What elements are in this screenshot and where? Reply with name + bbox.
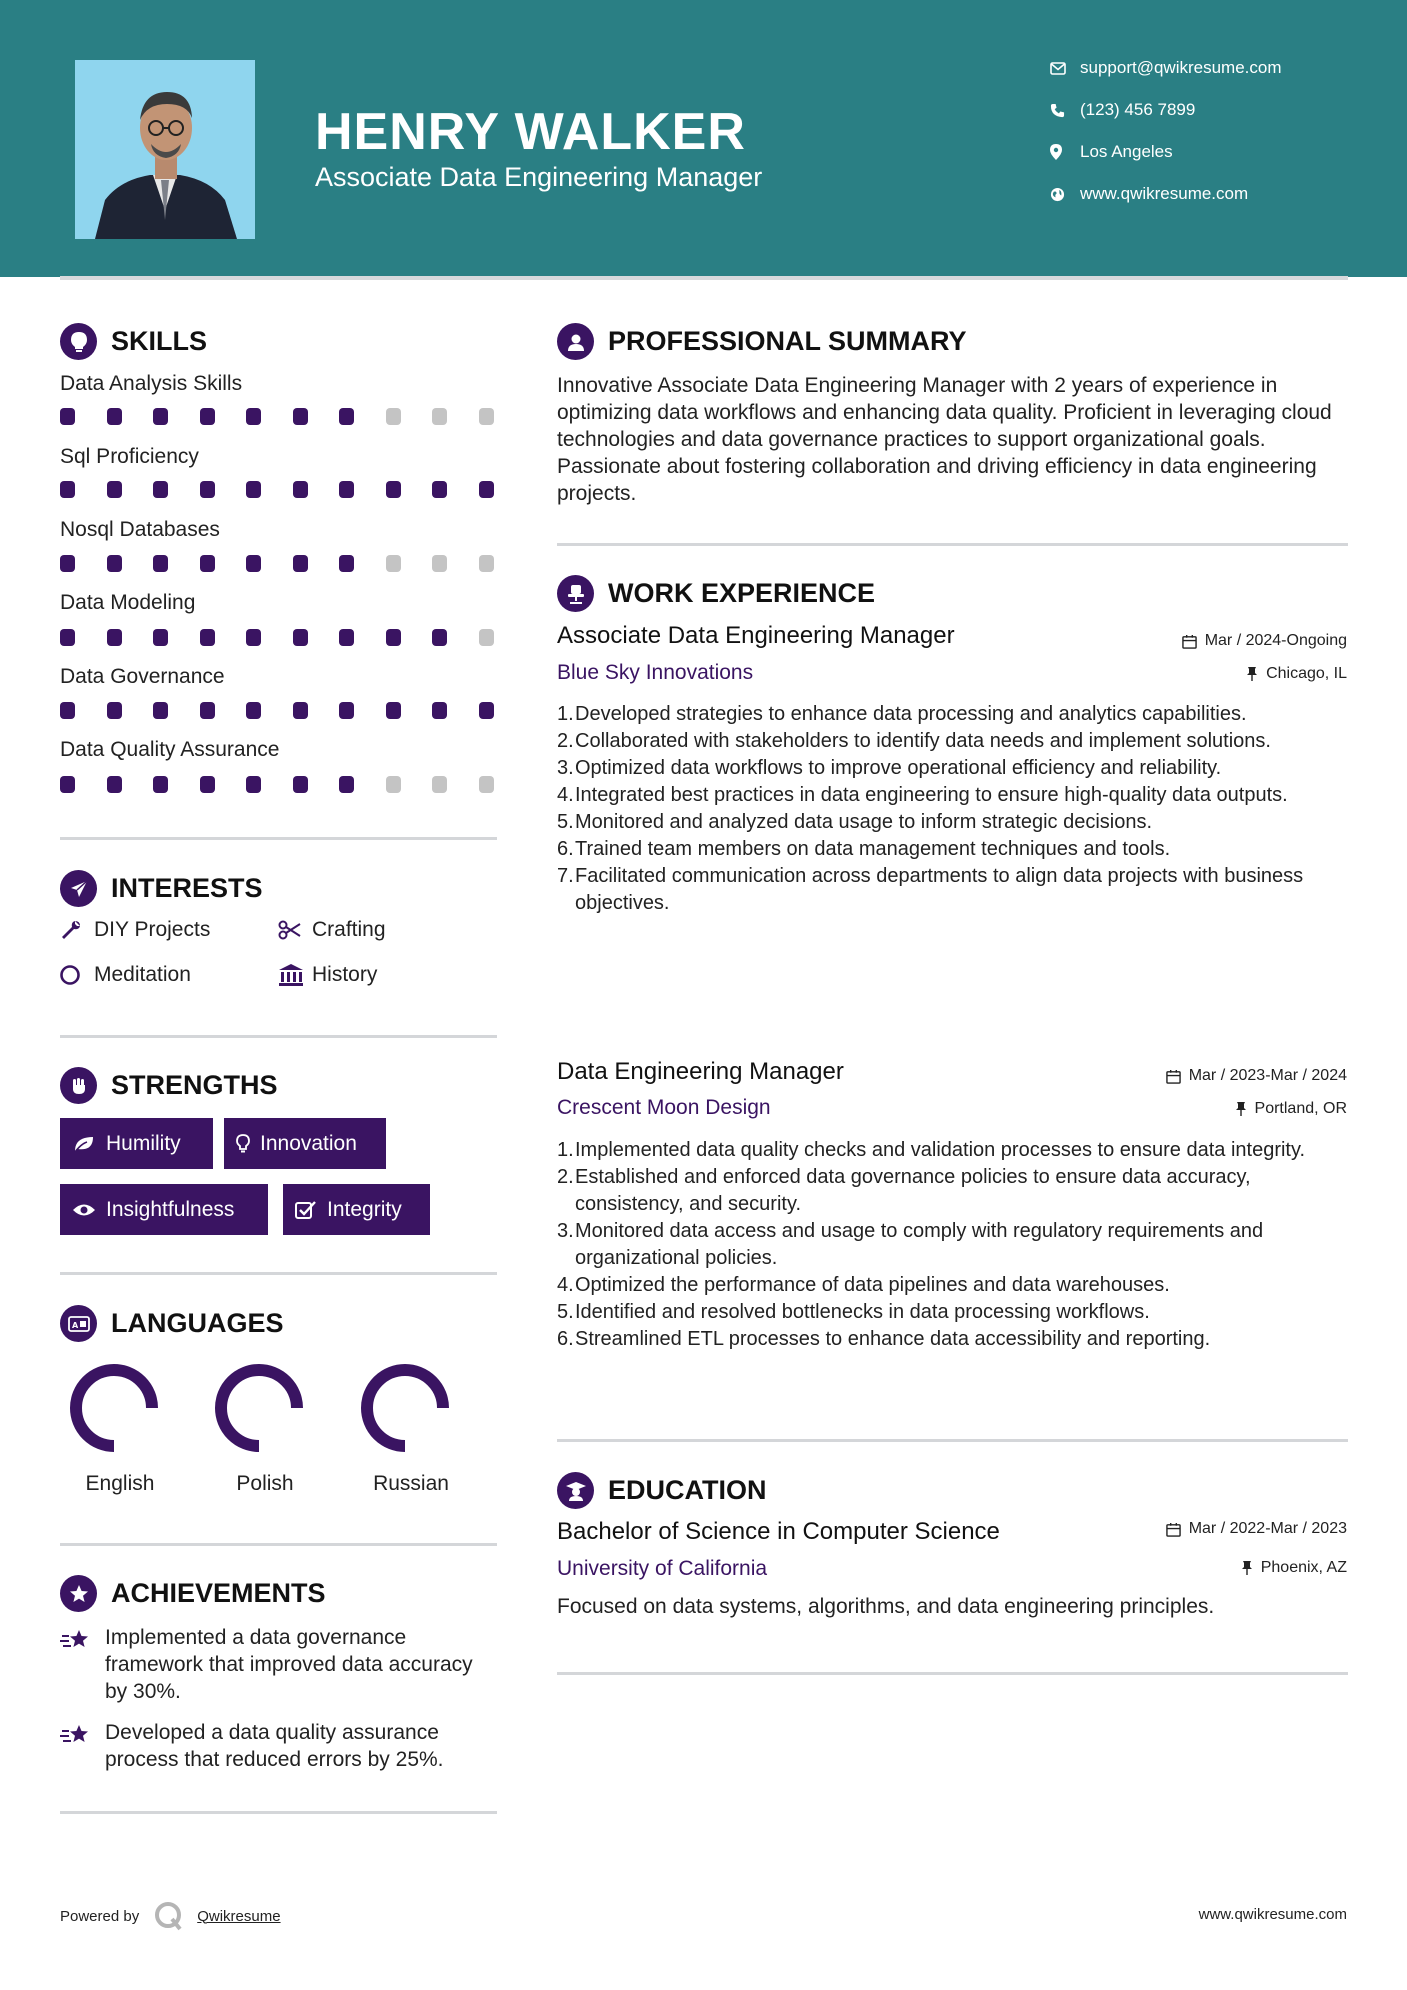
strength-tag: Humility xyxy=(60,1118,213,1169)
responsibility-item xyxy=(557,755,1357,782)
footer-brand-link[interactable]: Qwikresume xyxy=(197,1907,281,1925)
responsibility-item xyxy=(557,863,1357,917)
skill-dot-empty xyxy=(432,776,447,793)
skill-dot-filled xyxy=(246,408,261,425)
responsibility-text: Trained team members on data management techniques and tools. xyxy=(575,838,1171,860)
section-divider xyxy=(60,1272,497,1275)
svg-text:A: A xyxy=(71,1320,78,1330)
language-ring-english xyxy=(64,1358,164,1458)
graduate-icon xyxy=(557,1472,594,1509)
list-number: 2. xyxy=(557,730,574,752)
responsibility-text: Established and enforced data governance policies to ensure data accuracy, consistency, and security. xyxy=(575,1166,1251,1215)
skill-rating xyxy=(60,555,525,572)
skill-dot-empty xyxy=(386,408,401,425)
responsibility-item xyxy=(557,1299,1357,1326)
skill-dot-empty xyxy=(432,555,447,572)
section-divider xyxy=(557,543,1348,546)
leaf-icon xyxy=(72,1134,96,1154)
skill-dot-filled xyxy=(479,481,494,498)
education-heading: EDUCATION xyxy=(557,1472,767,1509)
achievement-item: Developed a data quality assurance process that reduced errors by 25%. xyxy=(60,1719,500,1773)
language-label: English xyxy=(85,1472,155,1495)
skill-dot-filled xyxy=(60,629,75,646)
skill-dot-empty xyxy=(479,776,494,793)
responsibility-text: Monitored and analyzed data usage to inform strategic decisions. xyxy=(575,811,1153,833)
profile-photo xyxy=(75,60,255,239)
skill-name: Data Analysis Skills xyxy=(60,372,243,395)
achievement-item: Implemented a data governance framework that improved data accuracy by 30%. xyxy=(60,1624,500,1705)
responsibility-item xyxy=(557,1164,1357,1218)
language-card-icon xyxy=(60,1305,97,1342)
responsibility-text: Identified and resolved bottlenecks in data processing workflows. xyxy=(575,1301,1150,1323)
strengths-heading: STRENGTHS xyxy=(60,1067,278,1104)
qwikresume-logo-icon xyxy=(153,1900,185,1932)
calendar-icon xyxy=(1166,1069,1181,1084)
skill-dot-filled xyxy=(107,408,122,425)
contact-phone-text: (123) 456 7899 xyxy=(1080,100,1196,119)
interest-item: History xyxy=(278,963,377,987)
strength-tag: Innovation xyxy=(224,1118,386,1169)
pushpin-icon xyxy=(1241,1560,1253,1576)
fist-icon xyxy=(60,1067,97,1104)
skill-dot-empty xyxy=(479,408,494,425)
skill-dot-filled xyxy=(107,776,122,793)
skill-rating xyxy=(60,629,525,646)
list-number: 3. xyxy=(557,1220,574,1242)
skill-rating xyxy=(60,481,525,498)
skill-dot-filled xyxy=(246,776,261,793)
pushpin-icon xyxy=(1235,1101,1247,1117)
location-pin-icon xyxy=(1050,144,1080,160)
star-badge-icon xyxy=(60,1575,97,1612)
list-number: 7. xyxy=(557,865,574,887)
list-number: 4. xyxy=(557,1274,574,1296)
interest-item: Crafting xyxy=(278,918,386,942)
list-number: 6. xyxy=(557,838,574,860)
languages-heading: A LANGUAGES xyxy=(60,1305,284,1342)
skill-dot-filled xyxy=(107,702,122,719)
footer-url[interactable]: www.qwikresume.com xyxy=(1198,1906,1347,1923)
header-divider xyxy=(60,276,1348,280)
skill-dot-filled xyxy=(246,481,261,498)
responsibility-text: Streamlined ETL processes to enhance data accessibility and reporting. xyxy=(575,1328,1211,1350)
skill-dot-filled xyxy=(60,408,75,425)
responsibility-text: Facilitated communication across departments to align data projects with business objectives. xyxy=(575,865,1304,914)
candidate-name: HENRY WALKER xyxy=(315,103,746,161)
strength-tag: Integrity xyxy=(283,1184,430,1235)
skill-dot-filled xyxy=(293,629,308,646)
eye-icon xyxy=(72,1202,96,1218)
lightbulb-icon xyxy=(60,323,97,360)
job-title: Associate Data Engineering Manager xyxy=(557,622,955,649)
contact-phone[interactable] xyxy=(1050,100,1195,120)
job-dates: Mar / 2023-Mar / 2024 xyxy=(1166,1067,1347,1085)
contact-location xyxy=(1050,142,1173,162)
education-dates: Mar / 2022-Mar / 2023 xyxy=(1166,1520,1347,1538)
skill-dot-filled xyxy=(339,481,354,498)
job-location: Portland, OR xyxy=(1235,1100,1347,1118)
skill-dot-filled xyxy=(60,481,75,498)
skill-dot-filled xyxy=(200,776,215,793)
skill-dot-filled xyxy=(153,629,168,646)
education-description: Focused on data systems, algorithms, and data engineering principles. xyxy=(557,1595,1215,1618)
paper-plane-icon xyxy=(60,870,97,907)
skill-dot-filled xyxy=(153,555,168,572)
contact-email[interactable] xyxy=(1050,58,1282,78)
contact-location-text: Los Angeles xyxy=(1080,142,1173,161)
interests-heading: INTERESTS xyxy=(60,870,263,907)
skill-dot-filled xyxy=(60,555,75,572)
contact-website[interactable] xyxy=(1050,184,1248,204)
skill-dot-filled xyxy=(246,702,261,719)
skill-dot-filled xyxy=(339,555,354,572)
job-company: Blue Sky Innovations xyxy=(557,661,754,684)
skill-name: Nosql Databases xyxy=(60,518,220,541)
section-divider xyxy=(60,837,497,840)
responsibility-item xyxy=(557,1326,1357,1353)
skill-dot-filled xyxy=(293,776,308,793)
skill-dot-filled xyxy=(339,776,354,793)
skill-dot-filled xyxy=(153,776,168,793)
language-label: Russian xyxy=(373,1472,449,1495)
skill-dot-empty xyxy=(386,776,401,793)
list-number: 2. xyxy=(557,1166,574,1188)
skill-dot-filled xyxy=(107,481,122,498)
responsibility-item xyxy=(557,701,1357,728)
scissors-icon xyxy=(278,920,312,940)
skill-dot-empty xyxy=(479,629,494,646)
skill-dot-filled xyxy=(60,702,75,719)
skills-heading: SKILLS xyxy=(60,323,207,360)
skill-dot-empty xyxy=(432,408,447,425)
skill-rating xyxy=(60,702,525,719)
interest-item: DIY Projects xyxy=(60,918,210,942)
candidate-role: Associate Data Engineering Manager xyxy=(315,162,763,192)
responsibility-item xyxy=(557,728,1357,755)
skill-dot-filled xyxy=(153,408,168,425)
responsibility-text: Monitored data access and usage to comply with regulatory requirements and organizational policies. xyxy=(575,1220,1264,1269)
skill-dot-filled xyxy=(60,776,75,793)
skill-dot-filled xyxy=(153,702,168,719)
office-chair-icon xyxy=(557,575,594,612)
responsibility-item xyxy=(557,1137,1357,1164)
job-responsibilities xyxy=(557,701,1357,917)
responsibility-text: Developed strategies to enhance data processing and analytics capabilities. xyxy=(575,703,1247,725)
pushpin-icon xyxy=(1246,666,1258,682)
contact-email-text: support@qwikresume.com xyxy=(1080,58,1282,77)
skill-dot-filled xyxy=(200,408,215,425)
language-ring-russian xyxy=(355,1358,455,1458)
skill-dot-filled xyxy=(386,702,401,719)
skill-name: Data Modeling xyxy=(60,591,196,614)
job-company: Crescent Moon Design xyxy=(557,1096,771,1119)
list-number: 5. xyxy=(557,1301,574,1323)
responsibility-item xyxy=(557,1272,1357,1299)
resume-header xyxy=(0,0,1407,277)
list-number: 1. xyxy=(557,1139,574,1161)
skill-dot-filled xyxy=(293,702,308,719)
experience-heading: WORK EXPERIENCE xyxy=(557,575,875,612)
section-divider xyxy=(60,1035,497,1038)
skill-dot-filled xyxy=(200,629,215,646)
skill-dot-filled xyxy=(432,702,447,719)
skill-dot-filled xyxy=(246,555,261,572)
list-number: 5. xyxy=(557,811,574,833)
skill-dot-filled xyxy=(246,629,261,646)
skill-dot-filled xyxy=(432,629,447,646)
skill-dot-filled xyxy=(293,481,308,498)
list-number: 4. xyxy=(557,784,574,806)
strength-tag: Insightfulness xyxy=(60,1184,268,1235)
skill-dot-filled xyxy=(107,629,122,646)
language-label: Polish xyxy=(236,1472,294,1495)
section-divider xyxy=(557,1439,1348,1442)
section-divider xyxy=(557,1672,1348,1675)
education-location: Phoenix, AZ xyxy=(1241,1559,1347,1577)
circle-icon xyxy=(60,964,94,986)
skill-name: Sql Proficiency xyxy=(60,445,199,468)
language-ring-polish xyxy=(209,1358,309,1458)
responsibility-item xyxy=(557,1218,1357,1272)
checkbox-icon xyxy=(295,1200,317,1220)
responsibility-item xyxy=(557,782,1357,809)
skill-name: Data Governance xyxy=(60,665,225,688)
shooting-star-icon xyxy=(60,1719,105,1773)
museum-icon xyxy=(278,963,312,987)
responsibility-item xyxy=(557,836,1357,863)
skill-dot-filled xyxy=(200,481,215,498)
skill-dot-filled xyxy=(386,629,401,646)
responsibility-text: Optimized the performance of data pipelines and data warehouses. xyxy=(575,1274,1170,1296)
skill-dot-filled xyxy=(339,408,354,425)
school-name: University of California xyxy=(557,1557,768,1580)
skill-dot-filled xyxy=(200,555,215,572)
footer-powered-by: Powered by Qwikresume xyxy=(60,1900,281,1932)
skill-dot-filled xyxy=(200,702,215,719)
skill-dot-filled xyxy=(107,555,122,572)
achievements-heading: ACHIEVEMENTS xyxy=(60,1575,326,1612)
interest-item: Meditation xyxy=(60,963,191,987)
skill-name: Data Quality Assurance xyxy=(60,738,280,761)
globe-icon xyxy=(1050,187,1080,202)
skill-dot-filled xyxy=(339,629,354,646)
lightbulb-icon xyxy=(236,1134,250,1154)
list-number: 3. xyxy=(557,757,574,779)
responsibility-text: Implemented data quality checks and validation processes to ensure data integrity. xyxy=(575,1139,1306,1161)
section-divider xyxy=(60,1811,497,1814)
wrench-icon xyxy=(60,919,94,941)
skill-dot-empty xyxy=(479,555,494,572)
skill-dot-filled xyxy=(153,481,168,498)
phone-icon xyxy=(1050,103,1080,118)
skill-dot-filled xyxy=(479,702,494,719)
responsibility-text: Collaborated with stakeholders to identify data needs and implement solutions. xyxy=(575,730,1271,752)
job-responsibilities xyxy=(557,1137,1357,1353)
job-title: Data Engineering Manager xyxy=(557,1058,844,1085)
shooting-star-icon xyxy=(60,1624,105,1705)
skill-dot-filled xyxy=(339,702,354,719)
skill-dot-empty xyxy=(386,555,401,572)
calendar-icon xyxy=(1166,1522,1181,1537)
skill-dot-filled xyxy=(293,408,308,425)
job-location: Chicago, IL xyxy=(1246,665,1347,683)
degree-title: Bachelor of Science in Computer Science xyxy=(557,1518,1000,1545)
responsibility-text: Integrated best practices in data engineering to ensure high-quality data outputs. xyxy=(575,784,1288,806)
skill-dot-filled xyxy=(293,555,308,572)
contact-website-text: www.qwikresume.com xyxy=(1080,184,1249,203)
summary-heading: PROFESSIONAL SUMMARY xyxy=(557,323,967,360)
skill-dot-filled xyxy=(386,481,401,498)
skill-rating xyxy=(60,776,525,793)
envelope-icon xyxy=(1050,62,1080,75)
job-dates: Mar / 2024-Ongoing xyxy=(1182,632,1347,650)
responsibility-text: Optimized data workflows to improve operational efficiency and reliability. xyxy=(575,757,1222,779)
skill-dot-filled xyxy=(432,481,447,498)
list-number: 6. xyxy=(557,1328,574,1350)
calendar-icon xyxy=(1182,634,1197,649)
skill-rating xyxy=(60,408,525,425)
summary-text: Innovative Associate Data Engineering Manager with 2 years of experience in optimizing data workflows and enhancing data quality. Proficient in leveraging cloud technologies and data governance practices to support organizational goals. Passionate about fostering collaboration and driving efficiency in data engineering projects. xyxy=(557,374,1332,505)
user-circle-icon xyxy=(557,323,594,360)
list-number: 1. xyxy=(557,703,574,725)
responsibility-item xyxy=(557,809,1357,836)
section-divider xyxy=(60,1543,497,1546)
